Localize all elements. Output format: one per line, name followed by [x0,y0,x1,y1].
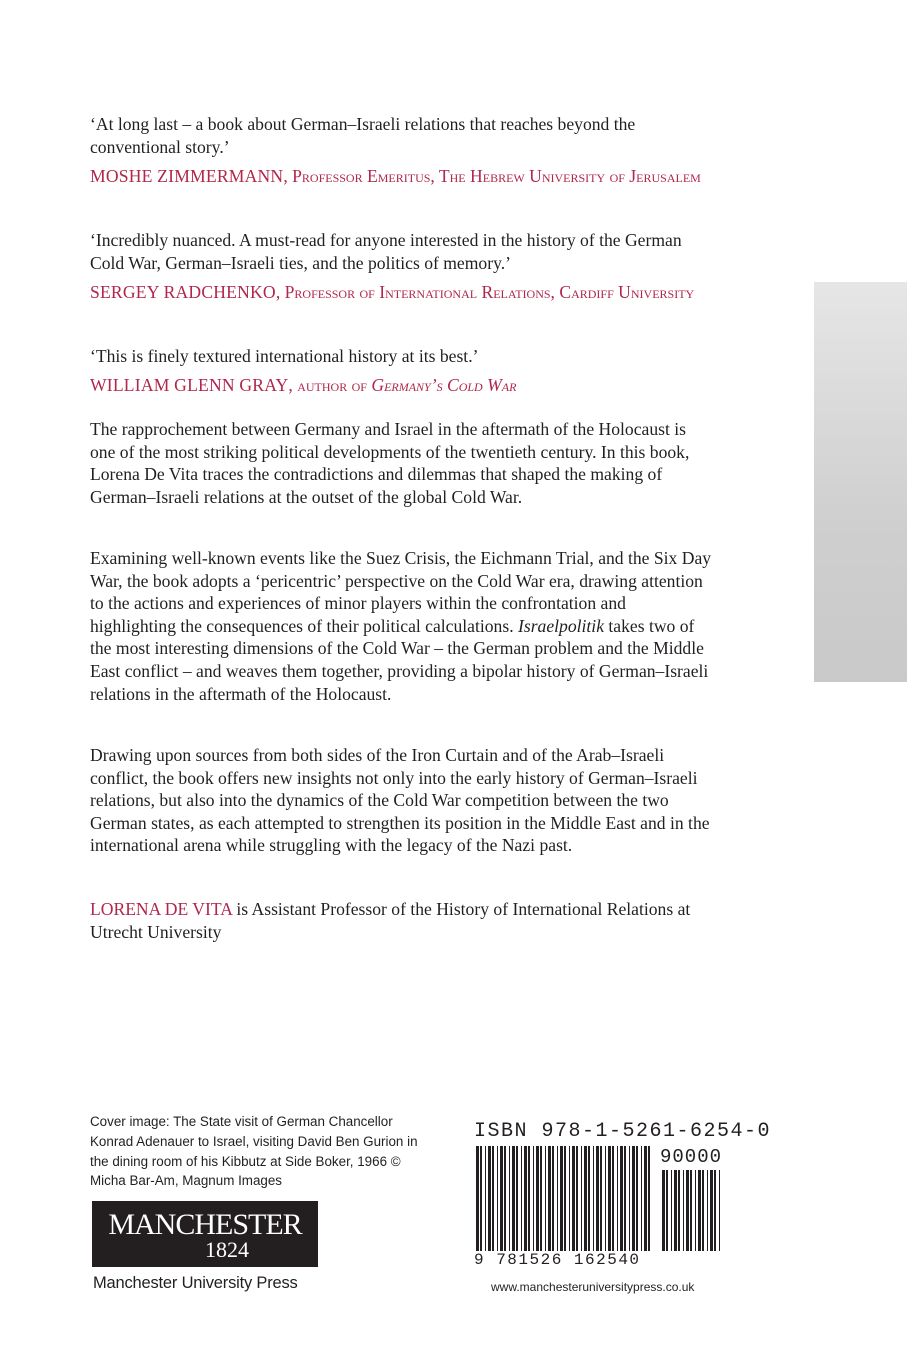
barcode-bar [707,1170,708,1251]
barcode-bar [588,1146,590,1251]
endorser-name: WILLIAM GLENN GRAY [90,375,289,395]
barcode-bar [624,1146,626,1251]
barcode-bar [714,1170,716,1251]
barcode-bar [476,1146,479,1251]
barcode-bar [521,1146,522,1251]
author-bio [90,898,715,943]
logo-year: 1824 [205,1237,249,1262]
barcode-bar [500,1146,503,1251]
price-code: 90000 [660,1146,723,1168]
barcode-bar [702,1170,704,1251]
barcode-bar [641,1146,642,1251]
barcode-bar [516,1146,518,1251]
barcode-bar [695,1170,696,1251]
endorser-role: , author of [288,375,372,395]
barcode-bar [552,1146,554,1251]
barcode-bar [698,1170,701,1251]
publisher-url: www.manchesteruniversitypress.co.uk [491,1280,695,1294]
barcode-bar [620,1146,623,1251]
endorsement-attribution [90,374,715,397]
barcode-bar [600,1146,602,1251]
barcode-bar [629,1146,630,1251]
barcode-bar [540,1146,542,1251]
barcode-bar [690,1170,692,1251]
barcode-bar [557,1146,558,1251]
endorsement-2 [90,229,715,304]
barcode-bar [593,1146,594,1251]
description-text: The rapprochement between Germany and Israel in the aftermath of the Holocaust is one of the most striking political developments of the twentieth century. In this book, Lorena De Vita traces the contradictions and dilemmas that shaped the making of German–Israeli relations at the outset of the global Cold War. [90,419,690,507]
cover-credit: Cover image: The State visit of German Chancellor Konrad Adenauer to Israel, visiting David Ben Gurion in the dining room of his Kibbutz at Side Boker, 1966 © Micha Bar-Am, Magnum Images [90,1114,418,1189]
barcode-bar [636,1146,638,1251]
endorsement-quote: ‘At long last – a book about German–Israeli relations that reaches beyond the conventional story.’ [90,114,636,157]
endorser-role: , Professor of International Relations, Cardiff University [275,282,695,302]
barcode-bar [488,1146,491,1251]
barcode-bar [674,1170,677,1251]
ean-barcode-graphic [474,1146,654,1251]
description-paragraph-3 [90,744,715,857]
barcode-bar [485,1146,486,1251]
barcode-bar [632,1146,635,1251]
publisher-name: Manchester University Press [93,1274,298,1292]
barcode-bar [710,1170,713,1251]
barcode-bar [504,1146,506,1251]
barcode-bar [560,1146,563,1251]
barcode-bar [584,1146,587,1251]
isbn-barcode [474,1120,772,1270]
description-text-start: Examining well-known events like the Suez Crisis, the Eichmann Trial, and the Six Day War, the book adopts a ‘pericentric’ perspective on the Cold War era, drawing attention to the actions and experiences of minor players within the confrontation and highlighting the consequences of their political calculations. [90,548,712,636]
barcode-bar [576,1146,578,1251]
barcode-bar [569,1146,570,1251]
barcode-bar [581,1146,582,1251]
barcode-bar [719,1170,720,1251]
barcode-bar [533,1146,534,1251]
barcode-bar [666,1170,668,1251]
isbn-label: ISBN 978-1-5261-6254-0 [474,1120,772,1143]
ean-digits: 9 781526 162540 [474,1251,641,1269]
publisher-logo [92,1201,318,1267]
description-paragraph-2 [90,547,715,705]
barcode-bar [596,1146,599,1251]
barcode-bar [545,1146,546,1251]
barcode-bar [648,1146,650,1251]
barcode-bar [686,1170,689,1251]
author-description: is Assistant Professor of the History of International Relations at Utrecht University [90,899,691,942]
spine-tab-decoration [814,282,907,682]
book-title: Israelpolitik [518,615,605,636]
barcode-bar [617,1146,618,1251]
barcode-bar [528,1146,530,1251]
barcode-bar [605,1146,606,1251]
barcode-bar [564,1146,566,1251]
barcode-bar [536,1146,539,1251]
barcode-bar [512,1146,515,1251]
barcode-bar [524,1146,527,1251]
barcode-bar [608,1146,611,1251]
endorsement-3 [90,345,715,397]
barcode-bar [480,1146,482,1251]
author-bio-text [90,898,715,943]
barcode-bar [662,1170,665,1251]
description-paragraph-1 [90,418,715,508]
barcode-bar [644,1146,647,1251]
barcode-bar [678,1170,680,1251]
endorsement-attribution [90,281,715,304]
description-text-end: takes two of the most interesting dimensions of the Cold War – the German problem and the Middle East conflict – and weaves them together, providing a bipolar history of German–Israeli relations in the aftermath of the Holocaust. [90,615,709,704]
barcode-bar [572,1146,575,1251]
logo-wordmark: MANCHESTER [108,1208,302,1241]
barcode-bar [492,1146,494,1251]
price-barcode-graphic [660,1170,722,1251]
endorser-name: SERGEY RADCHENKO [90,282,276,302]
barcode-bar [683,1170,684,1251]
barcode-bar [509,1146,510,1251]
endorser-work-title: Germany’s Cold War [371,375,517,395]
endorsement-attribution [90,165,715,188]
endorser-role: , Professor Emeritus, The Hebrew University of Jerusalem [283,166,701,186]
endorsement-quote: ‘This is finely textured international history at its best.’ [90,346,479,366]
description-text: Drawing upon sources from both sides of the Iron Curtain and of the Arab–Israeli conflict, the book offers new insights not only into the early history of German–Israeli relations, but also into the dynamics of the Cold War competition between the two German states, as each attempted to strengthen its position in the Middle East and in the international arena while struggling with the legacy of the Nazi past. [90,745,710,856]
barcode-bar [497,1146,498,1251]
endorser-name: MOSHE ZIMMERMANN [90,166,284,186]
description-text [90,547,715,705]
author-name: LORENA DE VITA [90,899,232,919]
barcode-bar [612,1146,614,1251]
barcode-bar [671,1170,672,1251]
barcode-bar [548,1146,551,1251]
endorsement-1 [90,113,715,188]
endorsement-quote: ‘Incredibly nuanced. A must-read for anyone interested in the history of the German Cold War, German–Israeli ties, and the politics of memory.’ [90,230,682,273]
